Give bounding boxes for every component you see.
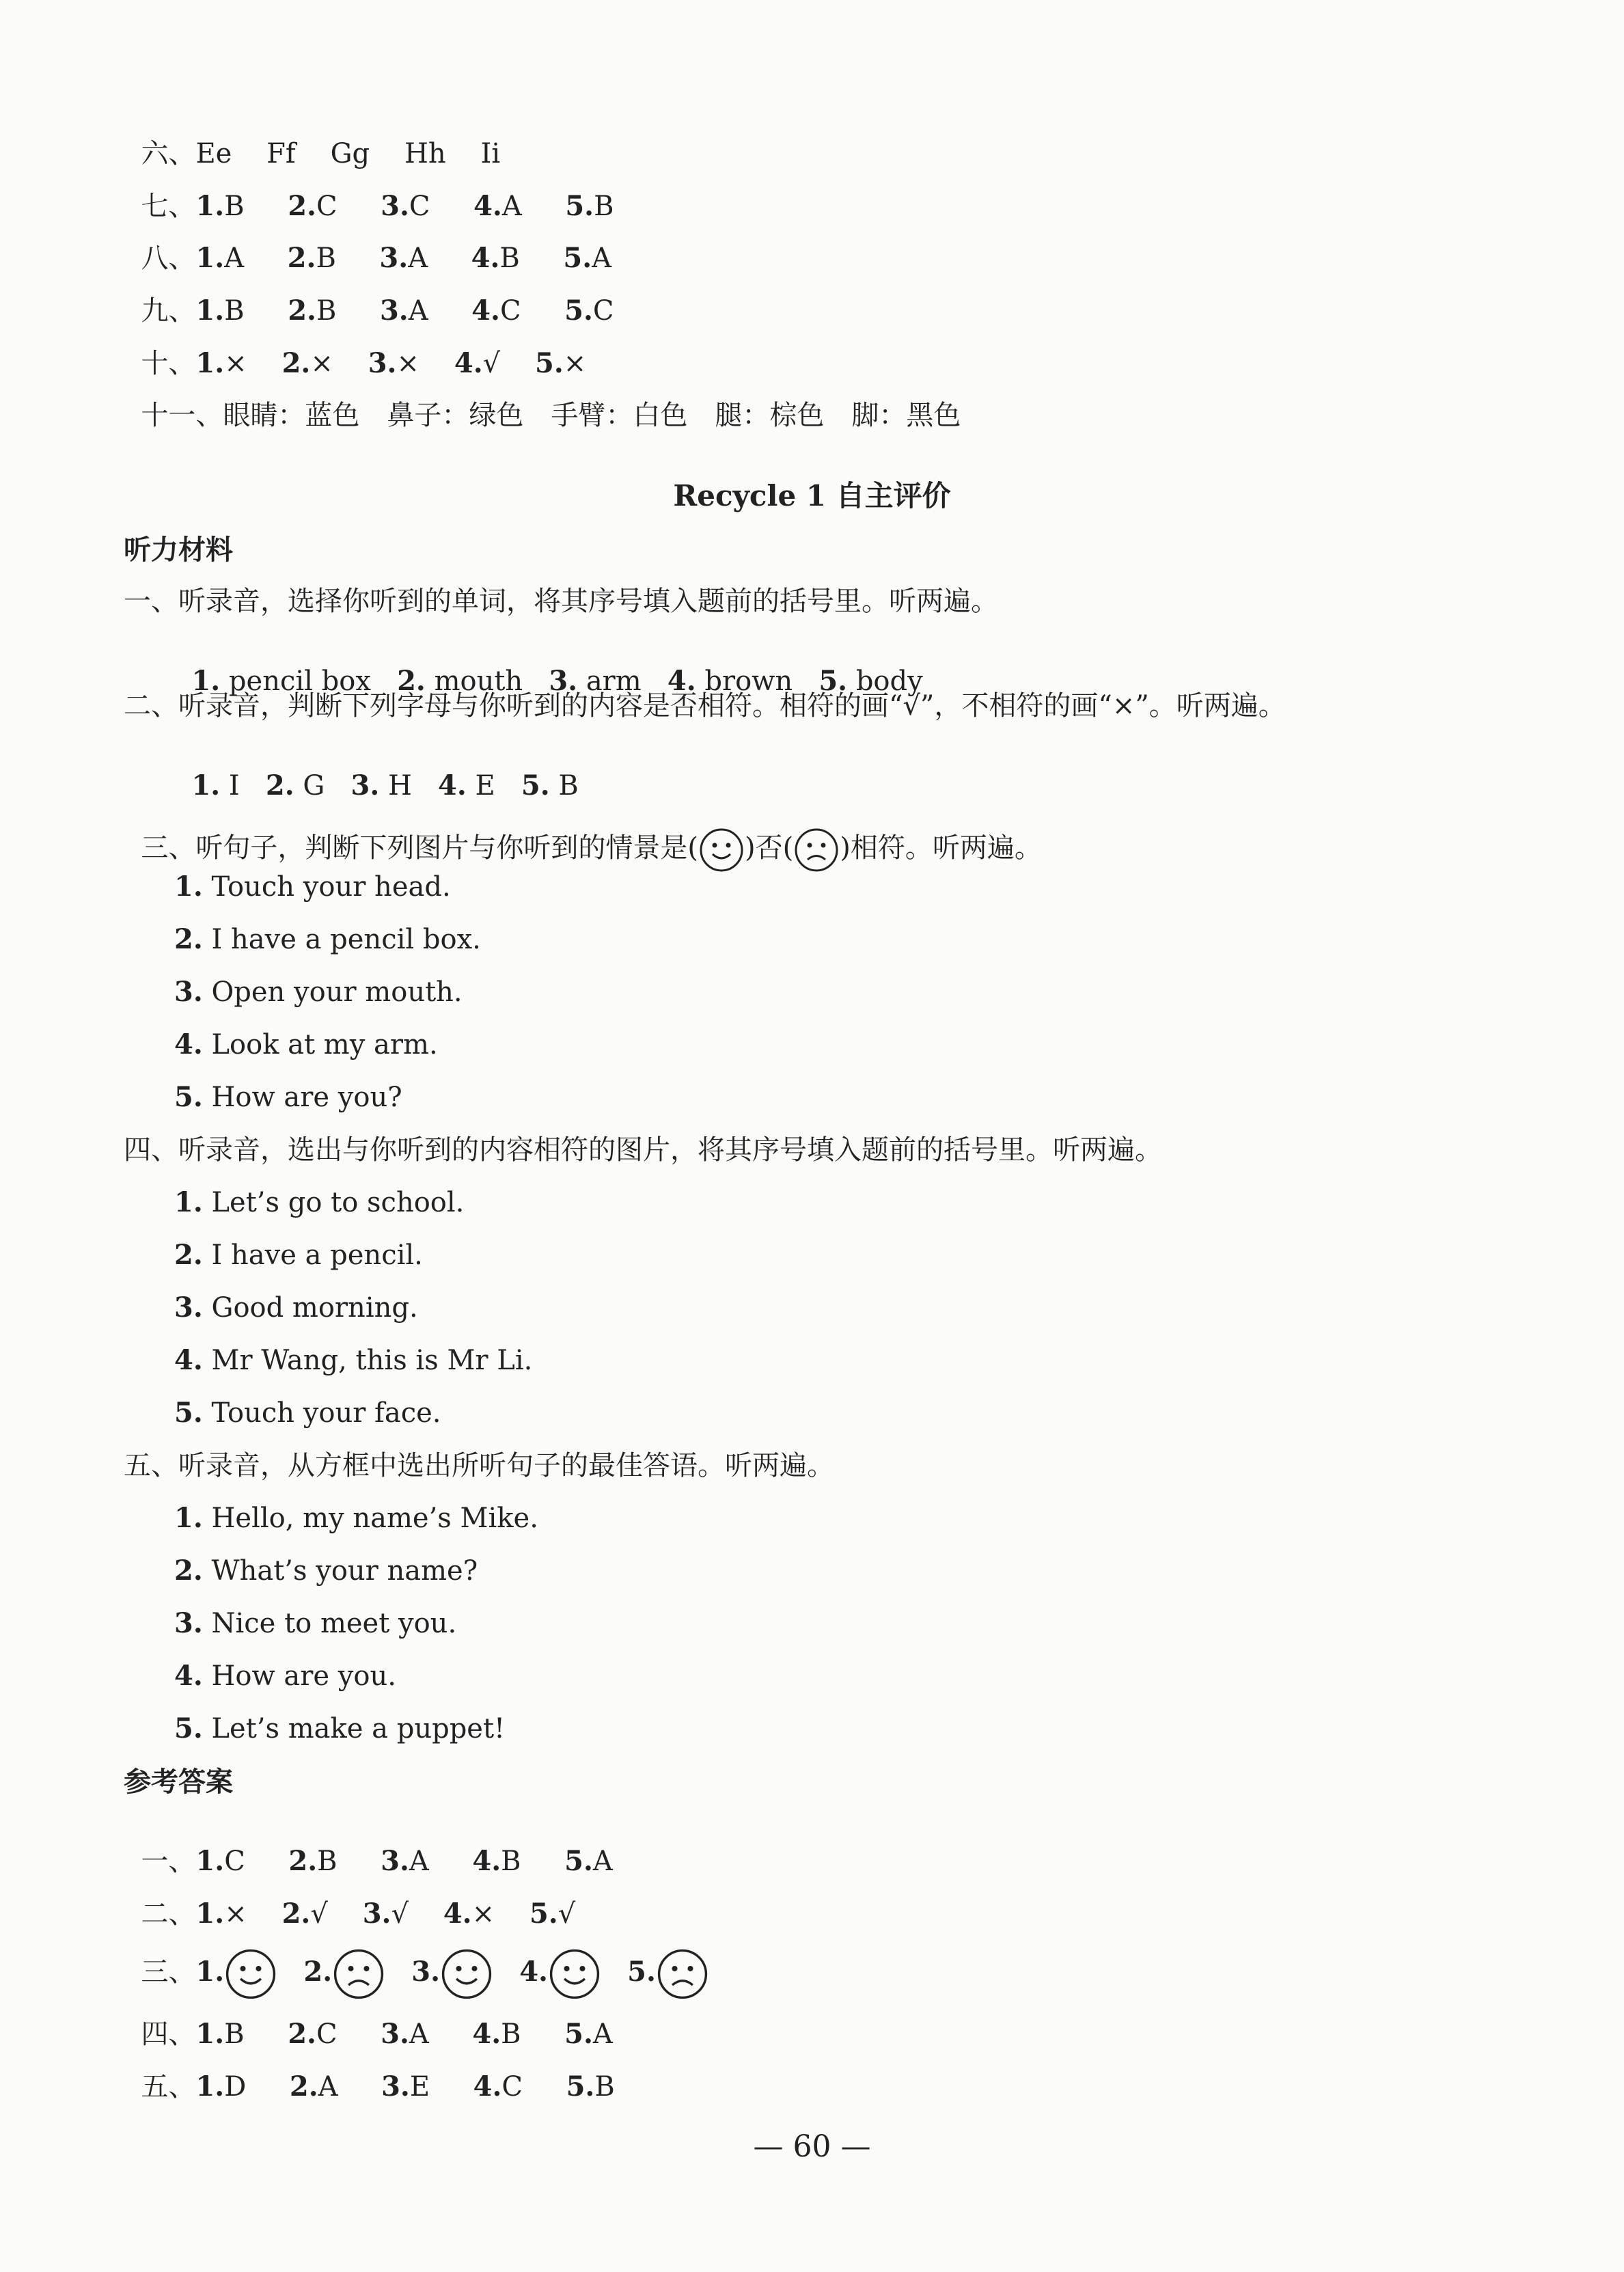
q3-instruction: 三、听句子，判断下列图片与你听到的情景是( )否( )相符。听两遍。 <box>124 799 1042 873</box>
answer-row-eight: 八、1.A 2.B 3.A 4.B 5.A <box>141 242 612 274</box>
q2-items: 1. I 2. G 3. H 4. E 5. B <box>191 769 579 802</box>
q4-item-4: 4. Mr Wang, this is Mr Li. <box>174 1344 533 1376</box>
smile-face-icon <box>698 827 745 873</box>
listening-heading: 听力材料 <box>124 534 233 566</box>
answer-row-1: 一、1.C 2.B 3.A 4.B 5.A <box>141 1845 613 1877</box>
answer-row-2: 二、1.× 2.√ 3.√ 4.× 5.√ <box>141 1898 576 1930</box>
q5-instruction: 五、听录音，从方框中选出所听句子的最佳答语。听两遍。 <box>124 1450 834 1481</box>
q2-instruction: 二、听录音，判断下列字母与你听到的内容是否相符。相符的画“√”，不相符的画“×”。听两遍。 <box>124 690 1286 722</box>
q4-item-5: 5. Touch your face. <box>174 1397 441 1429</box>
answer-row-4: 四、1.B 2.C 3.A 4.B 5.A <box>141 2018 613 2050</box>
answer-row-3: 三、1. 2. 3. 4. 5. <box>124 1920 709 2001</box>
sad-face-icon <box>793 827 840 873</box>
q3-item-2: 2. I have a pencil box. <box>174 923 481 955</box>
q5-item-4: 4. How are you. <box>174 1660 396 1692</box>
section-title: Recycle 1 自主评价 <box>673 479 951 512</box>
q5-item-1: 1. Hello, my name’s Mike. <box>174 1502 538 1534</box>
q3-item-1: 1. Touch your head. <box>174 871 451 903</box>
q3-item-5: 5. How are you? <box>174 1081 402 1113</box>
q5-item-2: 2. What’s your name? <box>174 1555 478 1587</box>
q3-item-3: 3. Open your mouth. <box>174 976 463 1008</box>
q5-item-3: 3. Nice to meet you. <box>174 1607 457 1639</box>
q4-item-3: 3. Good morning. <box>174 1291 418 1324</box>
page-number: — 60 — <box>753 2129 871 2164</box>
answer-row-eleven: 十一、眼睛：蓝色 鼻子：绿色 手臂：白色 腿：棕色 脚：黑色 <box>141 400 961 431</box>
q5-item-5: 5. Let’s make a puppet! <box>174 1712 506 1744</box>
q1-instruction: 一、听录音，选择你听到的单词，将其序号填入题前的括号里。听两遍。 <box>124 586 998 617</box>
answer-row-nine: 九、1.B 2.B 3.A 4.C 5.C <box>141 295 614 327</box>
answer-row-ten: 十、1.× 2.× 3.× 4.√ 5.× <box>141 347 587 379</box>
q1-items: 1. pencil box 2. mouth 3. arm 4. brown 5. body <box>191 665 923 697</box>
q4-instruction: 四、听录音，选出与你听到的内容相符的图片，将其序号填入题前的括号里。听两遍。 <box>124 1134 1162 1166</box>
answers-heading: 参考答案 <box>124 1766 233 1798</box>
answer-row-5: 五、1.D 2.A 3.E 4.C 5.B <box>141 2070 615 2103</box>
answer-row-seven: 七、1.B 2.C 3.C 4.A 5.B <box>141 190 614 222</box>
q3-item-4: 4. Look at my arm. <box>174 1028 438 1060</box>
q4-item-2: 2. I have a pencil. <box>174 1239 423 1271</box>
sad-face-icon <box>656 1947 709 2001</box>
answer-row-six: 六、Ee Ff Gg Hh Ii <box>141 138 501 169</box>
q4-item-1: 1. Let’s go to school. <box>174 1186 465 1218</box>
